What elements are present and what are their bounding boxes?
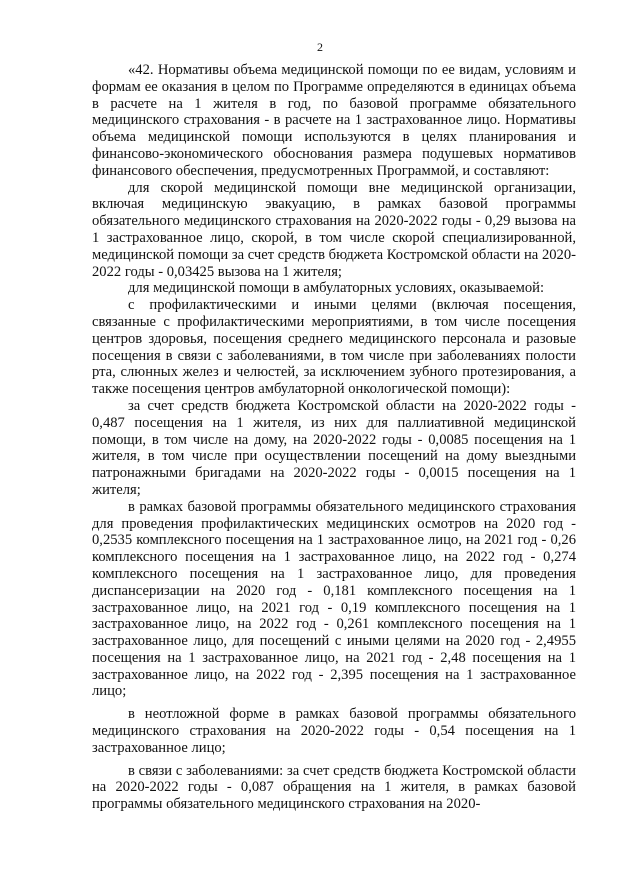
paragraph-regional-budget-visits: за счет средств бюджета Костромской области на 2020-2022 годы - 0,487 посещения на 1 жителя, из них для паллиативной медицинской помощи, в том числе на дому, на 2020-2022 годы - 0,0085 посещения на 1 жителя, в том числе при осуществлении посещений на дому выездными патронажными бригадами на 2020-2022 годы - 0,0015 посещения на 1 жителя; [92, 397, 576, 498]
paragraph-urgent-care: в неотложной форме в рамках базовой программы обязательного медицинского страхования на 2020-2022 годы - 0,54 посещения на 1 застрахованное лицо; [92, 706, 576, 756]
paragraph-disease-visits: в связи с заболеваниями: за счет средств бюджета Костромской области на 2020-2022 годы - 0,087 обращения на 1 жителя, в рамках базовой программы обязательного медицинского страхования на 2020- [92, 762, 576, 813]
page-number: 2 [317, 40, 323, 54]
paragraph-basic-program-checkups: в рамках базовой программы обязательного медицинского страхования для проведения профилактических медицинских осмотров на 2020 год - 0,2535 комплексного посещения на 1 застрахованное лицо, на 2021 год - 0,26 комплексного посещения на 1 застрахованное лицо, на 2022 год - 0,274 комплексного посещения на 1 застрахованное лицо, для проведения диспансеризации на 2020 год - 0,181 комплексного посещения на 1 застрахованное лицо, на 2021 год - 0,19 комплексного посещения на 1 застрахованное лицо, на 2022 год - 0,261 комплексного посещения на 1 застрахованное лицо, для посещений с иными целями на 2020 год - 2,4955 посещения на 1 застрахованное лицо, на 2021 год - 2,48 посещения на 1 застрахованное лицо, на 2022 год - 2,395 посещения на 1 застрахованное лицо; [92, 498, 576, 700]
paragraph-42-intro: «42. Нормативы объема медицинской помощи по ее видам, условиям и формам ее оказания в целом по Программе определяются в единицах объема в расчете на 1 жителя в год, по базовой программе обязательного медицинского страхования - в расчете на 1 застрахованное лицо. Нормативы объема медицинской помощи используются в целях планирования и финансово-экономического обоснования размера подушевых нормативов финансового обеспечения, предусмотренных Программой, и составляют: [92, 62, 576, 179]
paragraph-outpatient-care: для медицинской помощи в амбулаторных условиях, оказываемой: [128, 280, 545, 297]
paragraph-emergency-care: для скорой медицинской помощи вне медицинской организации, включая медицинскую эвакуацию, в рамках базовой программы обязательного медицинского страхования на 2020-2022 годы - 0,29 вызова на 1 застрахованное лицо, скорой, в том числе скорой специализированной, медицинской помощи за счет средств бюджета Костромской области на 2020-2022 годы - 0,03425 вызова на 1 жителя; [92, 179, 576, 280]
document-body [92, 62, 576, 813]
paragraph-preventive-visits: с профилактическими и иными целями (включая посещения, связанные с профилактическими мероприятиями, в том числе посещения центров здоровья, посещения среднего медицинского персонала и разовые посещения в связи с заболеваниями, в том числе при заболеваниях полости рта, слюнных желез и челюстей, за исключением зубного протезирования, а также посещения центров амбулаторной онкологической помощи): [92, 297, 576, 398]
